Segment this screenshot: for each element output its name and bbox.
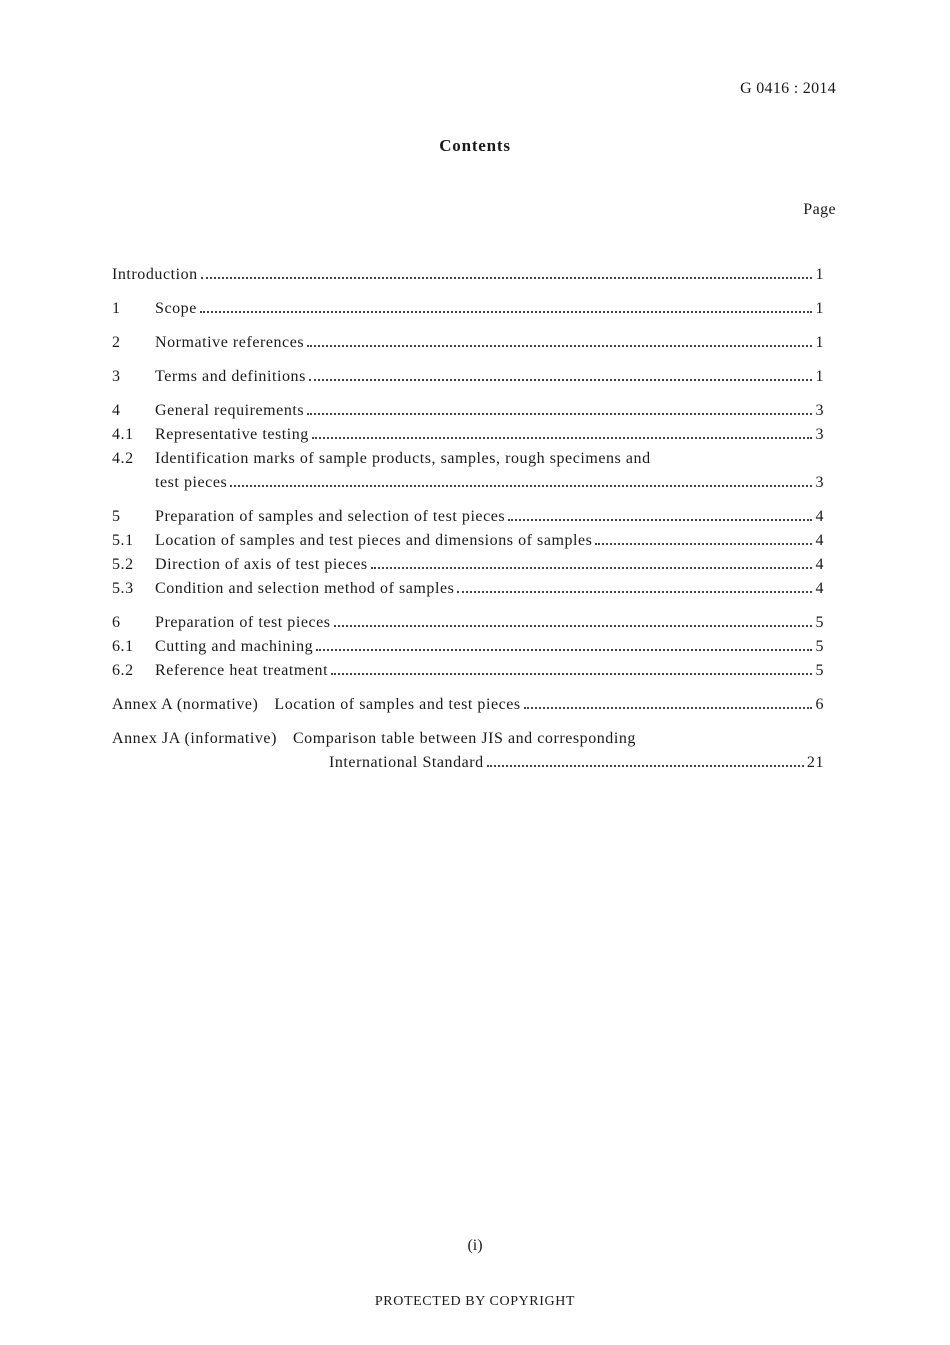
toc-entry-label: test pieces xyxy=(155,474,228,491)
toc-group-4 xyxy=(112,399,824,495)
toc-page-number: 4 xyxy=(815,532,824,549)
toc-section-number: 5.2 xyxy=(112,556,134,573)
footer-page-number: (i) xyxy=(467,1237,483,1254)
toc-group-introduction xyxy=(112,263,824,287)
toc-entry-annex-a[interactable] xyxy=(112,693,824,717)
toc-entry-representative-testing[interactable] xyxy=(112,423,824,447)
toc-section-number: 5.3 xyxy=(112,580,134,597)
contents-title: Contents xyxy=(439,136,511,155)
toc-entry-label: Reference heat treatment xyxy=(155,662,329,679)
toc-entry-identification-marks[interactable] xyxy=(112,447,824,471)
toc-entry-label: Preparation of test pieces xyxy=(155,614,331,631)
toc-section-number: 6.1 xyxy=(112,638,134,655)
toc-section-number: 4.1 xyxy=(112,426,134,443)
toc-group-annex-a xyxy=(112,693,824,717)
toc-entry-terms-and-definitions[interactable] xyxy=(112,365,824,389)
toc-entry-label: Scope xyxy=(155,300,197,317)
toc-entry-introduction[interactable] xyxy=(112,263,824,287)
toc-entry-label: Location of samples and test pieces xyxy=(274,696,521,713)
toc-entry-label: International Standard xyxy=(329,754,484,771)
toc-entry-label: Representative testing xyxy=(155,426,309,443)
toc-entry-preparation-of-test-pieces[interactable] xyxy=(112,611,824,635)
toc-entry-identification-marks-continued[interactable] xyxy=(112,471,824,495)
annex-prefix: Annex JA (informative) xyxy=(112,730,277,747)
toc-page-number: 3 xyxy=(815,402,824,419)
toc-page-number: 4 xyxy=(815,580,824,597)
toc-section-number: 4 xyxy=(112,402,121,419)
dot-leader xyxy=(201,277,813,279)
toc-entry-location-of-samples[interactable] xyxy=(112,529,824,553)
toc-page-number: 4 xyxy=(815,556,824,573)
dot-leader xyxy=(371,567,813,569)
toc-entry-annex-ja-continued[interactable] xyxy=(112,751,824,775)
toc-page-number: 1 xyxy=(815,300,824,317)
toc-entry-scope[interactable] xyxy=(112,297,824,321)
toc-page-number: 4 xyxy=(815,508,824,525)
toc-group-2 xyxy=(112,331,824,355)
toc-page-number: 5 xyxy=(815,662,824,679)
dot-leader xyxy=(331,673,812,675)
toc-entry-normative-references[interactable] xyxy=(112,331,824,355)
toc-page-number: 21 xyxy=(806,754,824,771)
toc-page-number: 1 xyxy=(815,334,824,351)
toc-page-number: 1 xyxy=(815,368,824,385)
toc-page-number: 3 xyxy=(815,426,824,443)
dot-leader xyxy=(508,519,812,521)
dot-leader xyxy=(316,649,812,651)
toc-entry-general-requirements[interactable] xyxy=(112,399,824,423)
toc-section-number: 6.2 xyxy=(112,662,134,679)
toc-entry-label: Condition and selection method of samples xyxy=(155,580,455,597)
toc-entry-label: General requirements xyxy=(155,402,305,419)
dot-leader xyxy=(524,707,813,709)
dot-leader xyxy=(307,345,812,347)
annex-prefix: Annex A (normative) xyxy=(112,696,259,713)
toc-section-number: 3 xyxy=(112,368,121,385)
toc-group-5 xyxy=(112,505,824,601)
toc-page-number: 5 xyxy=(815,638,824,655)
toc-entry-label: Normative references xyxy=(155,334,305,351)
toc-entry-label: Terms and definitions xyxy=(155,368,306,385)
table-of-contents xyxy=(112,263,824,785)
dot-leader xyxy=(307,413,812,415)
copyright-notice: PROTECTED BY COPYRIGHT xyxy=(374,1294,576,1309)
dot-leader xyxy=(457,591,812,593)
toc-entry-cutting-and-machining[interactable] xyxy=(112,635,824,659)
page-column-label: Page xyxy=(803,201,836,218)
dot-leader xyxy=(309,379,813,381)
standard-id: G 0416 : 2014 xyxy=(740,80,836,97)
toc-entry-label: Comparison table between JIS and corresponding xyxy=(292,730,636,747)
toc-section-number: 2 xyxy=(112,334,121,351)
dot-leader xyxy=(200,311,813,313)
toc-entry-preparation-of-samples[interactable] xyxy=(112,505,824,529)
dot-leader xyxy=(230,485,812,487)
toc-entry-label: Identification marks of sample products, samples, rough specimens and xyxy=(155,450,651,467)
dot-leader xyxy=(595,543,812,545)
toc-section-number: 6 xyxy=(112,614,121,631)
toc-entry-label: Direction of axis of test pieces xyxy=(155,556,368,573)
toc-group-3 xyxy=(112,365,824,389)
dot-leader xyxy=(312,437,813,439)
dot-leader xyxy=(487,765,804,767)
toc-page-number: 1 xyxy=(815,266,824,283)
toc-section-number: 5.1 xyxy=(112,532,134,549)
toc-entry-label: Cutting and machining xyxy=(155,638,314,655)
dot-leader xyxy=(334,625,813,627)
toc-entry-label: Introduction xyxy=(112,266,198,283)
toc-section-number: 1 xyxy=(112,300,121,317)
toc-entry-label: Preparation of samples and selection of test pieces xyxy=(155,508,506,525)
toc-page-number: 3 xyxy=(815,474,824,491)
toc-entry-reference-heat-treatment[interactable] xyxy=(112,659,824,683)
toc-section-number: 5 xyxy=(112,508,121,525)
toc-page-number: 5 xyxy=(815,614,824,631)
toc-section-number: 4.2 xyxy=(112,450,134,467)
toc-entry-direction-of-axis[interactable] xyxy=(112,553,824,577)
toc-entry-label: Location of samples and test pieces and dimensions of samples xyxy=(155,532,593,549)
toc-entry-annex-ja[interactable] xyxy=(112,727,824,751)
toc-page-number: 6 xyxy=(815,696,824,713)
toc-group-annex-ja xyxy=(112,727,824,775)
toc-group-1 xyxy=(112,297,824,321)
toc-group-6 xyxy=(112,611,824,683)
toc-entry-condition-and-selection[interactable] xyxy=(112,577,824,601)
